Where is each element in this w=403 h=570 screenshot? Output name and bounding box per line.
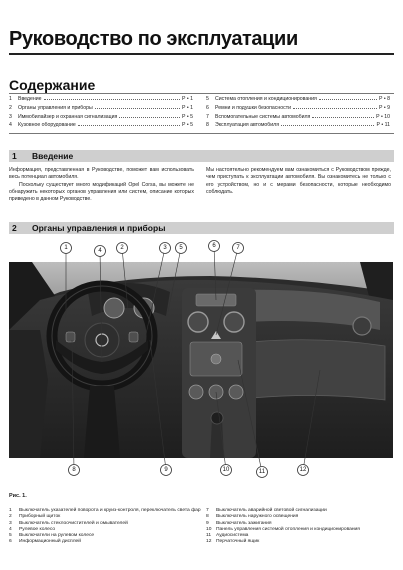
callout-label: 11 — [258, 469, 266, 475]
toc-entry-page: Р • 11 — [376, 122, 390, 129]
toc-entry-page: Р • 5 — [181, 122, 193, 129]
legend-number: 6 — [9, 539, 12, 545]
toc-entry-page: Р • 1 — [181, 96, 193, 102]
toc-rule — [9, 93, 394, 94]
climate-knob-left-icon — [189, 385, 203, 399]
legend-text: Выключатель наружного освещения — [216, 514, 299, 520]
legend-number: 11 — [206, 533, 212, 539]
legend-number: 9 — [206, 520, 209, 526]
legend-text: Выключатель указателей поворота и круиз-контроля, переключатель света фар — [19, 508, 201, 513]
gauge-left-icon — [104, 298, 124, 318]
toc-entry-label: Эксплуатация автомобиля — [215, 122, 279, 129]
toc-entry[interactable] — [206, 113, 390, 122]
callout-label: 1 — [64, 245, 68, 251]
callout-label: 7 — [236, 245, 240, 251]
toc-entry[interactable] — [206, 95, 390, 104]
intro-paragraph: Мы настоятельно рекомендуем вам ознакомиться с Руководством прежде, чем приступать к эксплуатации автомобиля. Вы ознакомитесь не только с его устройством, но и с мерами безопасности, которые необходимо соблюдать. — [206, 167, 391, 195]
toc-entry-page: Р • 5 — [181, 113, 193, 120]
toc-entry[interactable] — [9, 104, 193, 113]
toc-entry-number: 6 — [206, 104, 209, 111]
section-2-header — [9, 222, 394, 234]
toc-entry[interactable] — [9, 95, 193, 104]
legend-text: Панель управления системой отопления и кондиционирования — [216, 526, 360, 532]
legend-text: Аудиосистема — [216, 533, 249, 539]
intro-left-column — [9, 167, 194, 203]
callout-label: 12 — [299, 467, 307, 473]
toc-entry-number: 3 — [9, 113, 12, 120]
intro-paragraph: Поскольку существует много модификаций Opel Corsa, вы можете не обнаружить некоторых органов управления или систем, описание которых приведено в данном Руководстве. — [9, 181, 194, 203]
callout-label: 10 — [222, 467, 230, 473]
section-2-title: Органы управления и приборы — [32, 223, 166, 233]
toc-entry-label: Иммобилайзер и охранная сигнализация — [18, 113, 118, 120]
toc-entry[interactable] — [206, 104, 390, 113]
toc-entry-page: Р • 9 — [378, 104, 390, 111]
legend-number: 5 — [9, 533, 12, 539]
toc-entry-page: Р • 1 — [181, 104, 193, 111]
toc-entry-number: 2 — [9, 104, 12, 111]
section-1-number: 1 — [12, 151, 17, 161]
legend-number: 1 — [9, 508, 12, 513]
toc-entry-number: 1 — [9, 96, 12, 102]
title-rule — [9, 53, 394, 55]
section-1-title: Введение — [32, 151, 74, 161]
toc-dots — [44, 95, 180, 100]
section-2-number: 2 — [12, 223, 17, 233]
legend-right-column — [206, 508, 396, 546]
callout-label: 4 — [98, 248, 102, 254]
legend-text: Приборный щиток — [19, 514, 61, 520]
legend-entry — [206, 539, 396, 545]
legend-text: Информационный дисплей — [19, 539, 82, 545]
legend-text: Рулевое колесо — [19, 526, 56, 532]
callout-label: 3 — [163, 245, 167, 251]
toc-entry-number: 7 — [206, 113, 209, 120]
toc-entry[interactable] — [206, 121, 390, 130]
gear-knob-icon — [211, 412, 223, 424]
legend-number: 3 — [9, 520, 12, 526]
toc-entry-number: 5 — [206, 96, 209, 102]
callout-label: 9 — [164, 467, 168, 473]
legend-text: Выключатель зажигания — [216, 520, 272, 526]
section-1-header — [9, 150, 394, 162]
dashboard-figure — [0, 238, 403, 488]
legend-text: Выключатель стеклоочистителей и омывателей — [19, 520, 128, 526]
toc-dots — [95, 104, 180, 109]
toc-title: Содержание — [9, 77, 96, 93]
legend-text: Выключатель аварийной световой сигнализации — [216, 508, 327, 513]
legend-left-column — [9, 508, 199, 546]
legend-text: Перчаточный ящик — [216, 539, 260, 545]
toc-right-column — [206, 95, 390, 130]
toc-entry-number: 4 — [9, 122, 12, 129]
page-title: Руководство по эксплуатации — [9, 28, 298, 50]
intro-paragraph: Информация, представленная в Руководстве, поможет вам использовать весь потенциал автомобиля. — [9, 167, 194, 181]
toc-entry-label: Органы управления и приборы — [18, 104, 93, 111]
legend-text: Выключатели на рулевом колесе — [19, 533, 95, 539]
toc-dots — [119, 113, 180, 118]
toc-entry-label: Система отопления и кондиционирования — [215, 96, 317, 102]
toc-entry-label: Кузовное оборудование — [18, 122, 76, 129]
toc-dots — [281, 121, 374, 126]
callout-label: 2 — [120, 245, 124, 251]
callout-label: 5 — [179, 245, 183, 251]
callout-label: 8 — [72, 467, 76, 473]
legend-number: 8 — [206, 514, 209, 520]
legend-number: 12 — [206, 539, 212, 545]
glovebox — [250, 340, 385, 400]
toc-bottom-rule — [9, 133, 394, 134]
figure-caption: Рис. 1. — [9, 493, 27, 499]
wheel-switch-right-icon — [129, 332, 138, 342]
toc-dots — [319, 95, 377, 100]
toc-entry-label: Ремни и подушки безопасности — [215, 104, 291, 111]
toc-entry-label: Введение — [18, 96, 42, 102]
audio-knob-icon — [211, 354, 221, 364]
vent-center-right-icon — [224, 312, 244, 332]
toc-dots — [293, 104, 377, 109]
toc-entry-number: 8 — [206, 122, 209, 129]
toc-entry-page: Р • 8 — [378, 96, 390, 102]
toc-left-column — [9, 95, 193, 130]
legend-number: 10 — [206, 526, 212, 532]
toc-entry[interactable] — [9, 113, 193, 122]
legend-entry — [9, 539, 199, 545]
vent-center-left-icon — [188, 312, 208, 332]
legend-number: 4 — [9, 526, 12, 532]
legend-number: 7 — [206, 508, 209, 513]
climate-knob-right-icon — [229, 385, 243, 399]
toc-entry-page: Р • 10 — [376, 113, 390, 120]
toc-dots — [78, 121, 180, 126]
toc-entry-label: Вспомогательные системы автомобиля — [215, 113, 311, 120]
wheel-switch-left-icon — [66, 332, 75, 342]
legend-number: 2 — [9, 514, 12, 520]
toc-entry[interactable] — [9, 121, 193, 130]
intro-right-column — [206, 167, 391, 196]
callout-label: 6 — [212, 243, 216, 249]
vent-right-icon — [353, 317, 371, 335]
toc-dots — [312, 113, 374, 118]
steering-column — [84, 386, 120, 458]
